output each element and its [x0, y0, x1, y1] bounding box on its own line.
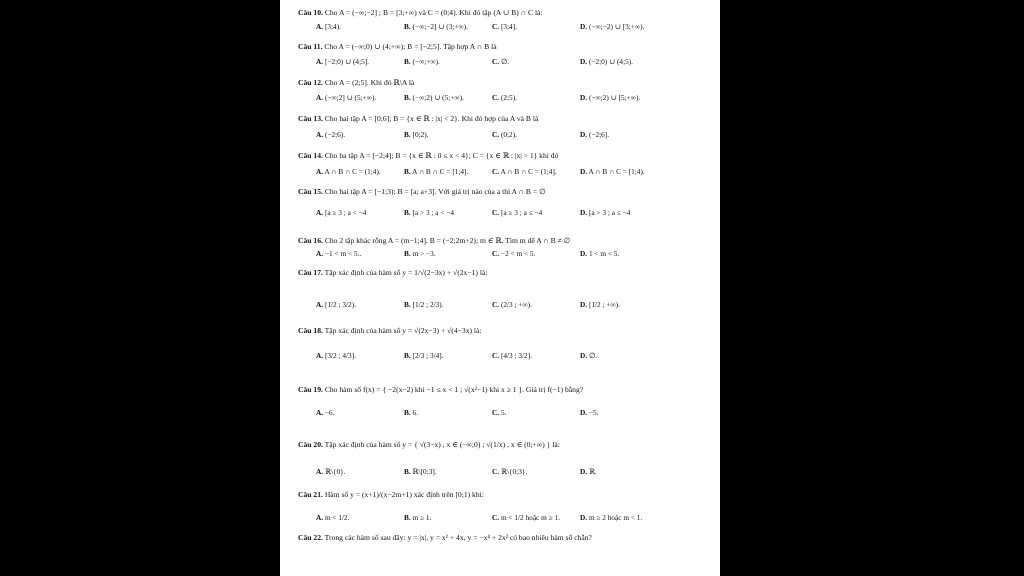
option-d: D. (−2;6]. — [580, 130, 610, 139]
question-10: Câu 10. Cho A = (−∞;−2] ; B = [3;+∞) và C = (0;4). Khi đó tập (A ∪ B) ∩ C là: — [298, 8, 543, 17]
option-b: B. ℝ\[0;3]. — [404, 467, 437, 476]
option-c: C. −2 < m < 5. — [492, 249, 536, 258]
option-b: B. 6. — [404, 408, 419, 417]
option-a: A. [1/2 ; 3/2). — [316, 300, 356, 309]
option-b: B. [a > 3 ; a < −4 — [404, 208, 455, 217]
question-13: Câu 13. Cho hai tập A = [0;6]; B = {x ∈ ℝ : |x| < 2}. Khi đó hợp của A và B là — [298, 114, 539, 123]
question-22: Câu 22. Trong các hàm số sau đây: y = |x|, y = x² + 4x, y = −x⁴ + 2x² có bao nhiêu hàm số chẵn? — [298, 533, 592, 542]
option-b: B. m > −3. — [404, 249, 436, 258]
question-20: Câu 20. Tập xác định của hàm số y = { √(3−x) , x ∈ (−∞;0) ; √(1/x) , x ∈ (0;+∞) } là: — [298, 440, 560, 449]
option-d: D. 1 < m < 5. — [580, 249, 620, 258]
option-a: A. [3;4). — [316, 22, 341, 31]
option-b: B. [2/3 ; 3/4]. — [404, 351, 444, 360]
option-b: B. (−∞;−2] ∪ (3;+∞). — [404, 22, 468, 31]
option-b: B. (−∞;+∞). — [404, 57, 440, 66]
option-c: C. A ∩ B ∩ C = (1;4]. — [492, 167, 557, 176]
option-a: A. (−2;6). — [316, 130, 346, 139]
option-c: C. [3;4]. — [492, 22, 517, 31]
option-a: A. [−2;0) ∪ (4;5]. — [316, 57, 370, 66]
option-d: D. A ∩ B ∩ C = [1;4). — [580, 167, 645, 176]
question-17: Câu 17. Tập xác định của hàm số y = 1/√(2−3x) + √(2x−1) là: — [298, 268, 488, 277]
option-b: B. [1/2 ; 2/3). — [404, 300, 444, 309]
option-b: B. (−∞;2) ∪ (5;+∞). — [404, 93, 464, 102]
question-16: Câu 16. Cho 2 tập khác rỗng A = (m−1;4], B = (−2;2m+2); m ∈ ℝ. Tìm m để A ∩ B ≠ ∅ — [298, 236, 571, 245]
option-c: C. (2;5). — [492, 93, 517, 102]
option-d: D. (−∞;−2) ∪ [3;+∞). — [580, 22, 645, 31]
question-15: Câu 15. Cho hai tập A = [−1;3); B = [a; a+3]. Với giá trị nào của a thì A ∩ B = ∅ — [298, 187, 546, 196]
document-page — [280, 0, 720, 576]
option-d: D. ℝ. — [580, 467, 597, 476]
question-12: Câu 12. Cho A = (2;5]. Khi đó ℝ\A là — [298, 78, 415, 87]
option-c: C. (0;2). — [492, 130, 517, 139]
question-18: Câu 18. Tập xác định của hàm số y = √(2x−3) + √(4−3x) là: — [298, 326, 482, 335]
option-c: C. 5. — [492, 408, 507, 417]
option-b: B. [0;2). — [404, 130, 429, 139]
option-c: C. [4/3 ; 3/2]. — [492, 351, 532, 360]
option-c: C. [a ≥ 3 ; a ≤ −4 — [492, 208, 543, 217]
option-a: A. [3/2 ; 4/3]. — [316, 351, 356, 360]
option-d: D. m ≥ 2 hoặc m < 1. — [580, 513, 643, 522]
option-c: C. m < 1/2 hoặc m ≥ 1. — [492, 513, 560, 522]
option-a: A. [a ≥ 3 ; a < −4 — [316, 208, 367, 217]
question-14: Câu 14. Cho ba tập A = [−2;4]; B = {x ∈ ℝ : 0 ≤ x < 4}; C = {x ∈ ℝ : |x| > 1} khi đó — [298, 151, 559, 160]
option-b: B. m ≥ 1. — [404, 513, 432, 522]
option-d: D. ∅. — [580, 351, 598, 360]
option-a: A. −6. — [316, 408, 335, 417]
option-c: C. (2/3 ; +∞). — [492, 300, 532, 309]
option-a: A. A ∩ B ∩ C = (1;4). — [316, 167, 381, 176]
option-a: A. −1 < m < 5.. — [316, 249, 362, 258]
option-c: C. ℝ\{0;3}. — [492, 467, 528, 476]
option-b: B. A ∩ B ∩ C = [1;4]. — [404, 167, 469, 176]
option-d: D. (−2;0) ∪ (4;5). — [580, 57, 634, 66]
option-a: A. m < 1/2. — [316, 513, 350, 522]
option-d: D. (−∞;2) ∪ [5;+∞). — [580, 93, 641, 102]
option-a: A. ℝ\{0}. — [316, 467, 346, 476]
option-c: C. ∅. — [492, 57, 510, 66]
option-d: D. −5. — [580, 408, 599, 417]
question-19: Câu 19. Cho hàm số f(x) = { −2(x−2) khi −1 ≤ x < 1 ; √(x²−1) khi x ≥ 1 }. Giá trị f(−1) bằng? — [298, 385, 584, 394]
option-d: D. [1/2 ; +∞). — [580, 300, 620, 309]
option-a: A. (−∞;2] ∪ (5;+∞). — [316, 93, 377, 102]
option-d: D. [a > 3 ; a ≤ −4 — [580, 208, 631, 217]
question-11: Câu 11. Cho A = (−∞;0) ∪ (4;+∞); B = [−2;5]. Tập hợp A ∩ B là — [298, 42, 497, 51]
question-21: Câu 21. Hàm số y = (x+1)/(x−2m+1) xác định trên [0;1) khi: — [298, 490, 484, 499]
